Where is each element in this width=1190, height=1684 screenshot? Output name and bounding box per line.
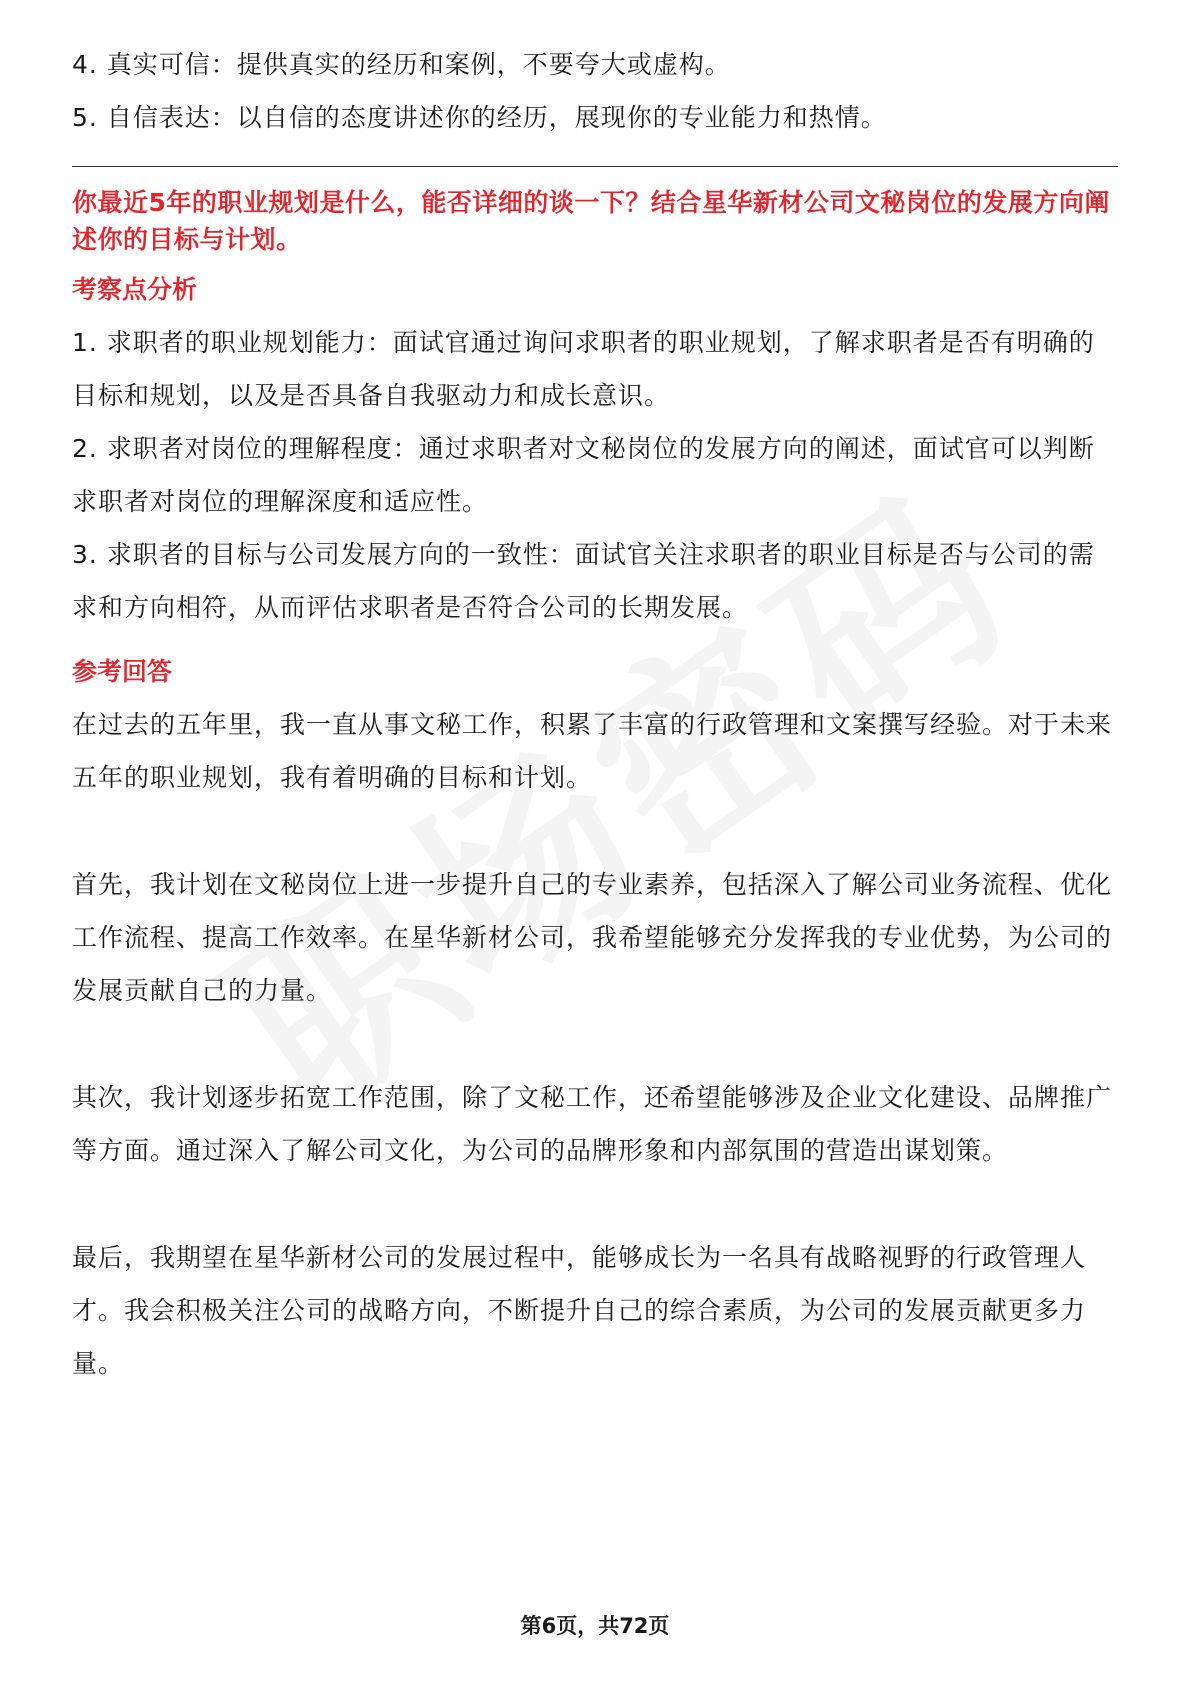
answer-paragraph: 最后，我期望在星华新材公司的发展过程中，能够成长为一名具有战略视野的行政管理人才。我会积极关注公司的战略方向，不断提升自己的综合素质，为公司的发展贡献更多力量。 [72, 1243, 1087, 1378]
analysis-heading: 考察点分析 [72, 275, 198, 304]
divider [72, 166, 1118, 167]
top-list [72, 38, 1118, 144]
list-item: 4. 真实可信：提供真实的经历和案例，不要夸大或虚构。 [72, 50, 731, 79]
analysis-point: 3. 求职者的目标与公司发展方向的一致性：面试官关注求职者的职业目标是否与公司的需求和方向相符，从而评估求职者是否符合公司的长期发展。 [72, 540, 1095, 622]
answer-heading: 参考回答 [72, 657, 173, 686]
analysis-point: 2. 求职者对岗位的理解程度：通过求职者对文秘岗位的发展方向的阐述，面试官可以判断求职者对岗位的理解深度和适应性。 [72, 434, 1095, 516]
list-item: 5. 自信表达：以自信的态度讲述你的经历，展现你的专业能力和热情。 [72, 103, 887, 132]
answer-paragraph: 在过去的五年里，我一直从事文秘工作，积累了丰富的行政管理和文案撰写经验。对于未来五年的职业规划，我有着明确的目标和计划。 [72, 710, 1113, 792]
analysis-point: 1. 求职者的职业规划能力：面试官通过询问求职者的职业规划，了解求职者是否有明确的目标和规划，以及是否具备自我驱动力和成长意识。 [72, 328, 1095, 410]
answer-section [72, 645, 1118, 1390]
document-page [72, 0, 1118, 1684]
question-block [72, 184, 1118, 258]
answer-paragraph: 首先，我计划在文秘岗位上进一步提升自己的专业素养，包括深入了解公司业务流程、优化工作流程、提高工作效率。在星华新材公司，我希望能够充分发挥我的专业优势，为公司的发展贡献自己的力量。 [72, 870, 1113, 1005]
question-title: 你最近5年的职业规划是什么，能否详细的谈一下？结合星华新材公司文秘岗位的发展方向阐述你的目标与计划。 [72, 188, 1110, 254]
analysis-section [72, 263, 1118, 634]
answer-paragraph: 其次，我计划逐步拓宽工作范围，除了文秘工作，还希望能够涉及企业文化建设、品牌推广等方面。通过深入了解公司文化，为公司的品牌形象和内部氛围的营造出谋划策。 [72, 1083, 1113, 1165]
page-number: 第6页，共72页 [520, 1614, 670, 1638]
